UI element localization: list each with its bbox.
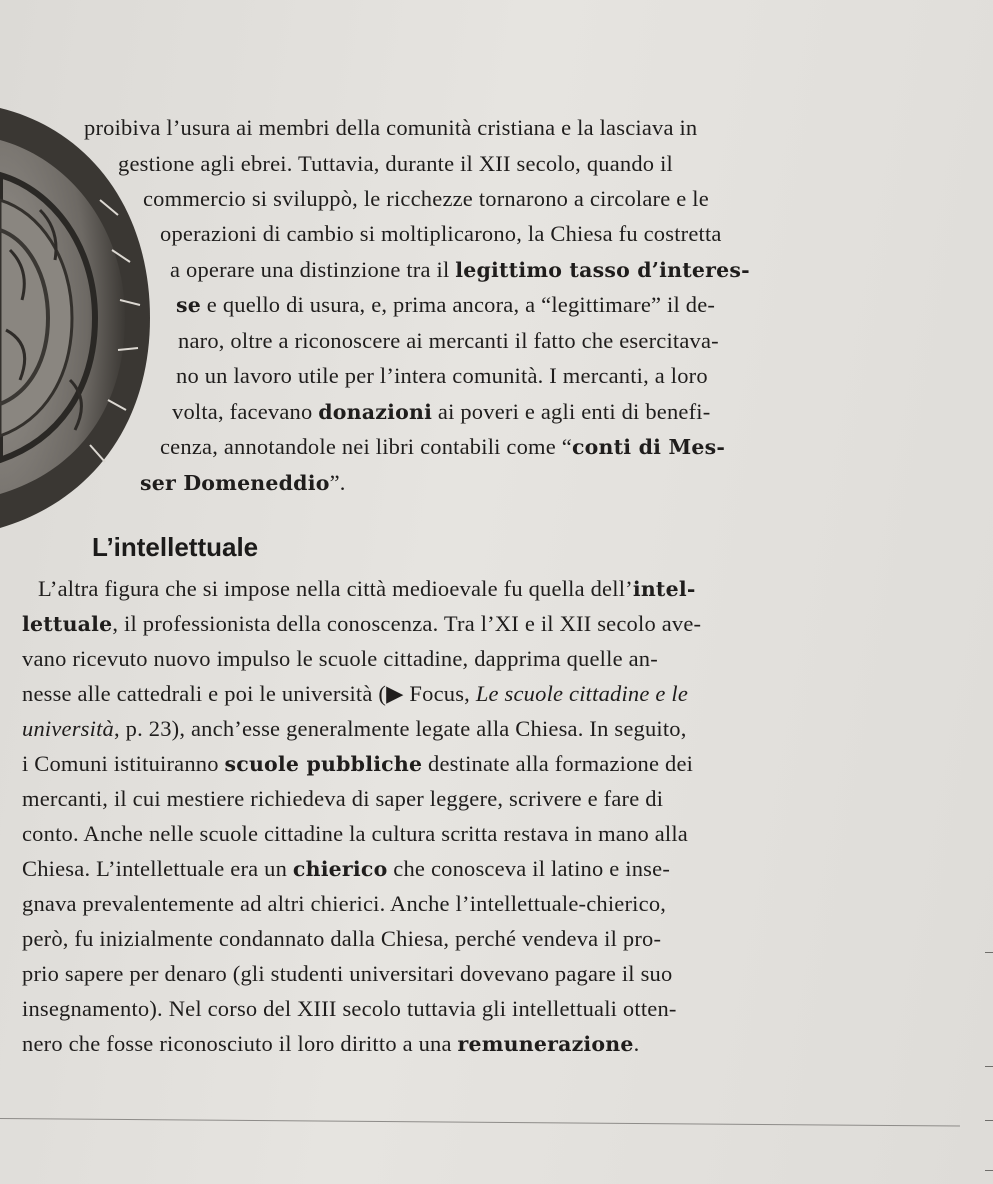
text-line: operazioni di cambio si moltiplicarono, la Chiesa fu costretta [160,221,722,246]
text-line: no un lavoro utile per l’intera comunità. I mercanti, a loro [176,363,708,388]
text-line: vano ricevuto nuovo impulso le scuole cittadine, dapprima quelle an- [22,646,658,671]
text-line: L’altra figura che si impose nella città medioevale fu quella dell’intel- [38,576,696,601]
text-line: mercanti, il cui mestiere richiedeva di saper leggere, scrivere e fare di [22,786,664,811]
text-line: Chiesa. L’intellettuale era un chierico che conosceva il latino e inse- [22,856,671,881]
text-line: gnava prevalentemente ad altri chierici. Anche l’intellettuale-chierico, [22,891,667,916]
margin-mark [985,1170,993,1171]
italic-title: università [22,716,114,741]
bold-term: legittimo tasso d’interes- [455,258,750,282]
text-line: naro, oltre a riconoscere ai mercanti il fatto che esercitava- [178,328,719,353]
text-line: se e quello di usura, e, prima ancora, a “legittimare” il de- [176,292,716,317]
text-line: nesse alle cattedrali e poi le università (▶ Focus, Le scuole cittadine e le [22,681,689,706]
text-line: nero che fosse riconosciuto il loro diritto a una remunerazione. [22,1031,640,1056]
text-line: volta, facevano donazioni ai poveri e agli enti di benefi- [172,399,711,424]
margin-mark [985,952,993,953]
text-line: ser Domeneddio”. [140,470,346,495]
bold-term: ser Domeneddio [140,471,330,495]
bold-term: donazioni [318,400,433,424]
bold-term: chierico [292,857,388,881]
text-line: proibiva l’usura ai membri della comunità cristiana e la lasciava in [84,115,698,140]
margin-mark [985,1120,993,1121]
page-divider [0,1118,960,1127]
text-line: commercio si sviluppò, le ricchezze tornarono a circolare e le [143,186,709,211]
text-line: università, p. 23), anch’esse generalmente legate alla Chiesa. In seguito, [22,716,687,741]
bold-term: intel- [632,577,696,601]
text-line: però, fu inizialmente condannato dalla Chiesa, perché vendeva il pro- [22,926,662,951]
text-line: insegnamento). Nel corso del XIII secolo tuttavia gli intellettuali otten- [22,996,677,1021]
text-line: gestione agli ebrei. Tuttavia, durante il XII secolo, quando il [118,151,673,176]
bold-term: conti di Mes- [571,435,726,459]
bold-term: remunerazione [457,1032,634,1056]
bold-term: lettuale [22,612,113,636]
bold-term: scuole pubbliche [224,752,423,776]
text-line: prio sapere per denaro (gli studenti universitari dovevano pagare il suo [22,961,673,986]
medieval-coin-image [0,0,175,540]
text-line: i Comuni istituiranno scuole pubbliche destinate alla formazione dei [22,751,694,776]
text-line: conto. Anche nelle scuole cittadine la cultura scritta restava in mano alla [22,821,688,846]
text-line: cenza, annotandole nei libri contabili come “conti di Mes- [160,434,726,459]
text-line: a operare una distinzione tra il legittimo tasso d’interes- [170,257,750,282]
italic-title: Le scuole cittadine e le [475,681,689,706]
section-heading: L’intellettuale [92,532,259,562]
bold-term: se [176,293,201,317]
margin-mark [985,1066,993,1067]
text-line: lettuale, il professionista della conoscenza. Tra l’XI e il XII secolo ave- [22,611,702,636]
